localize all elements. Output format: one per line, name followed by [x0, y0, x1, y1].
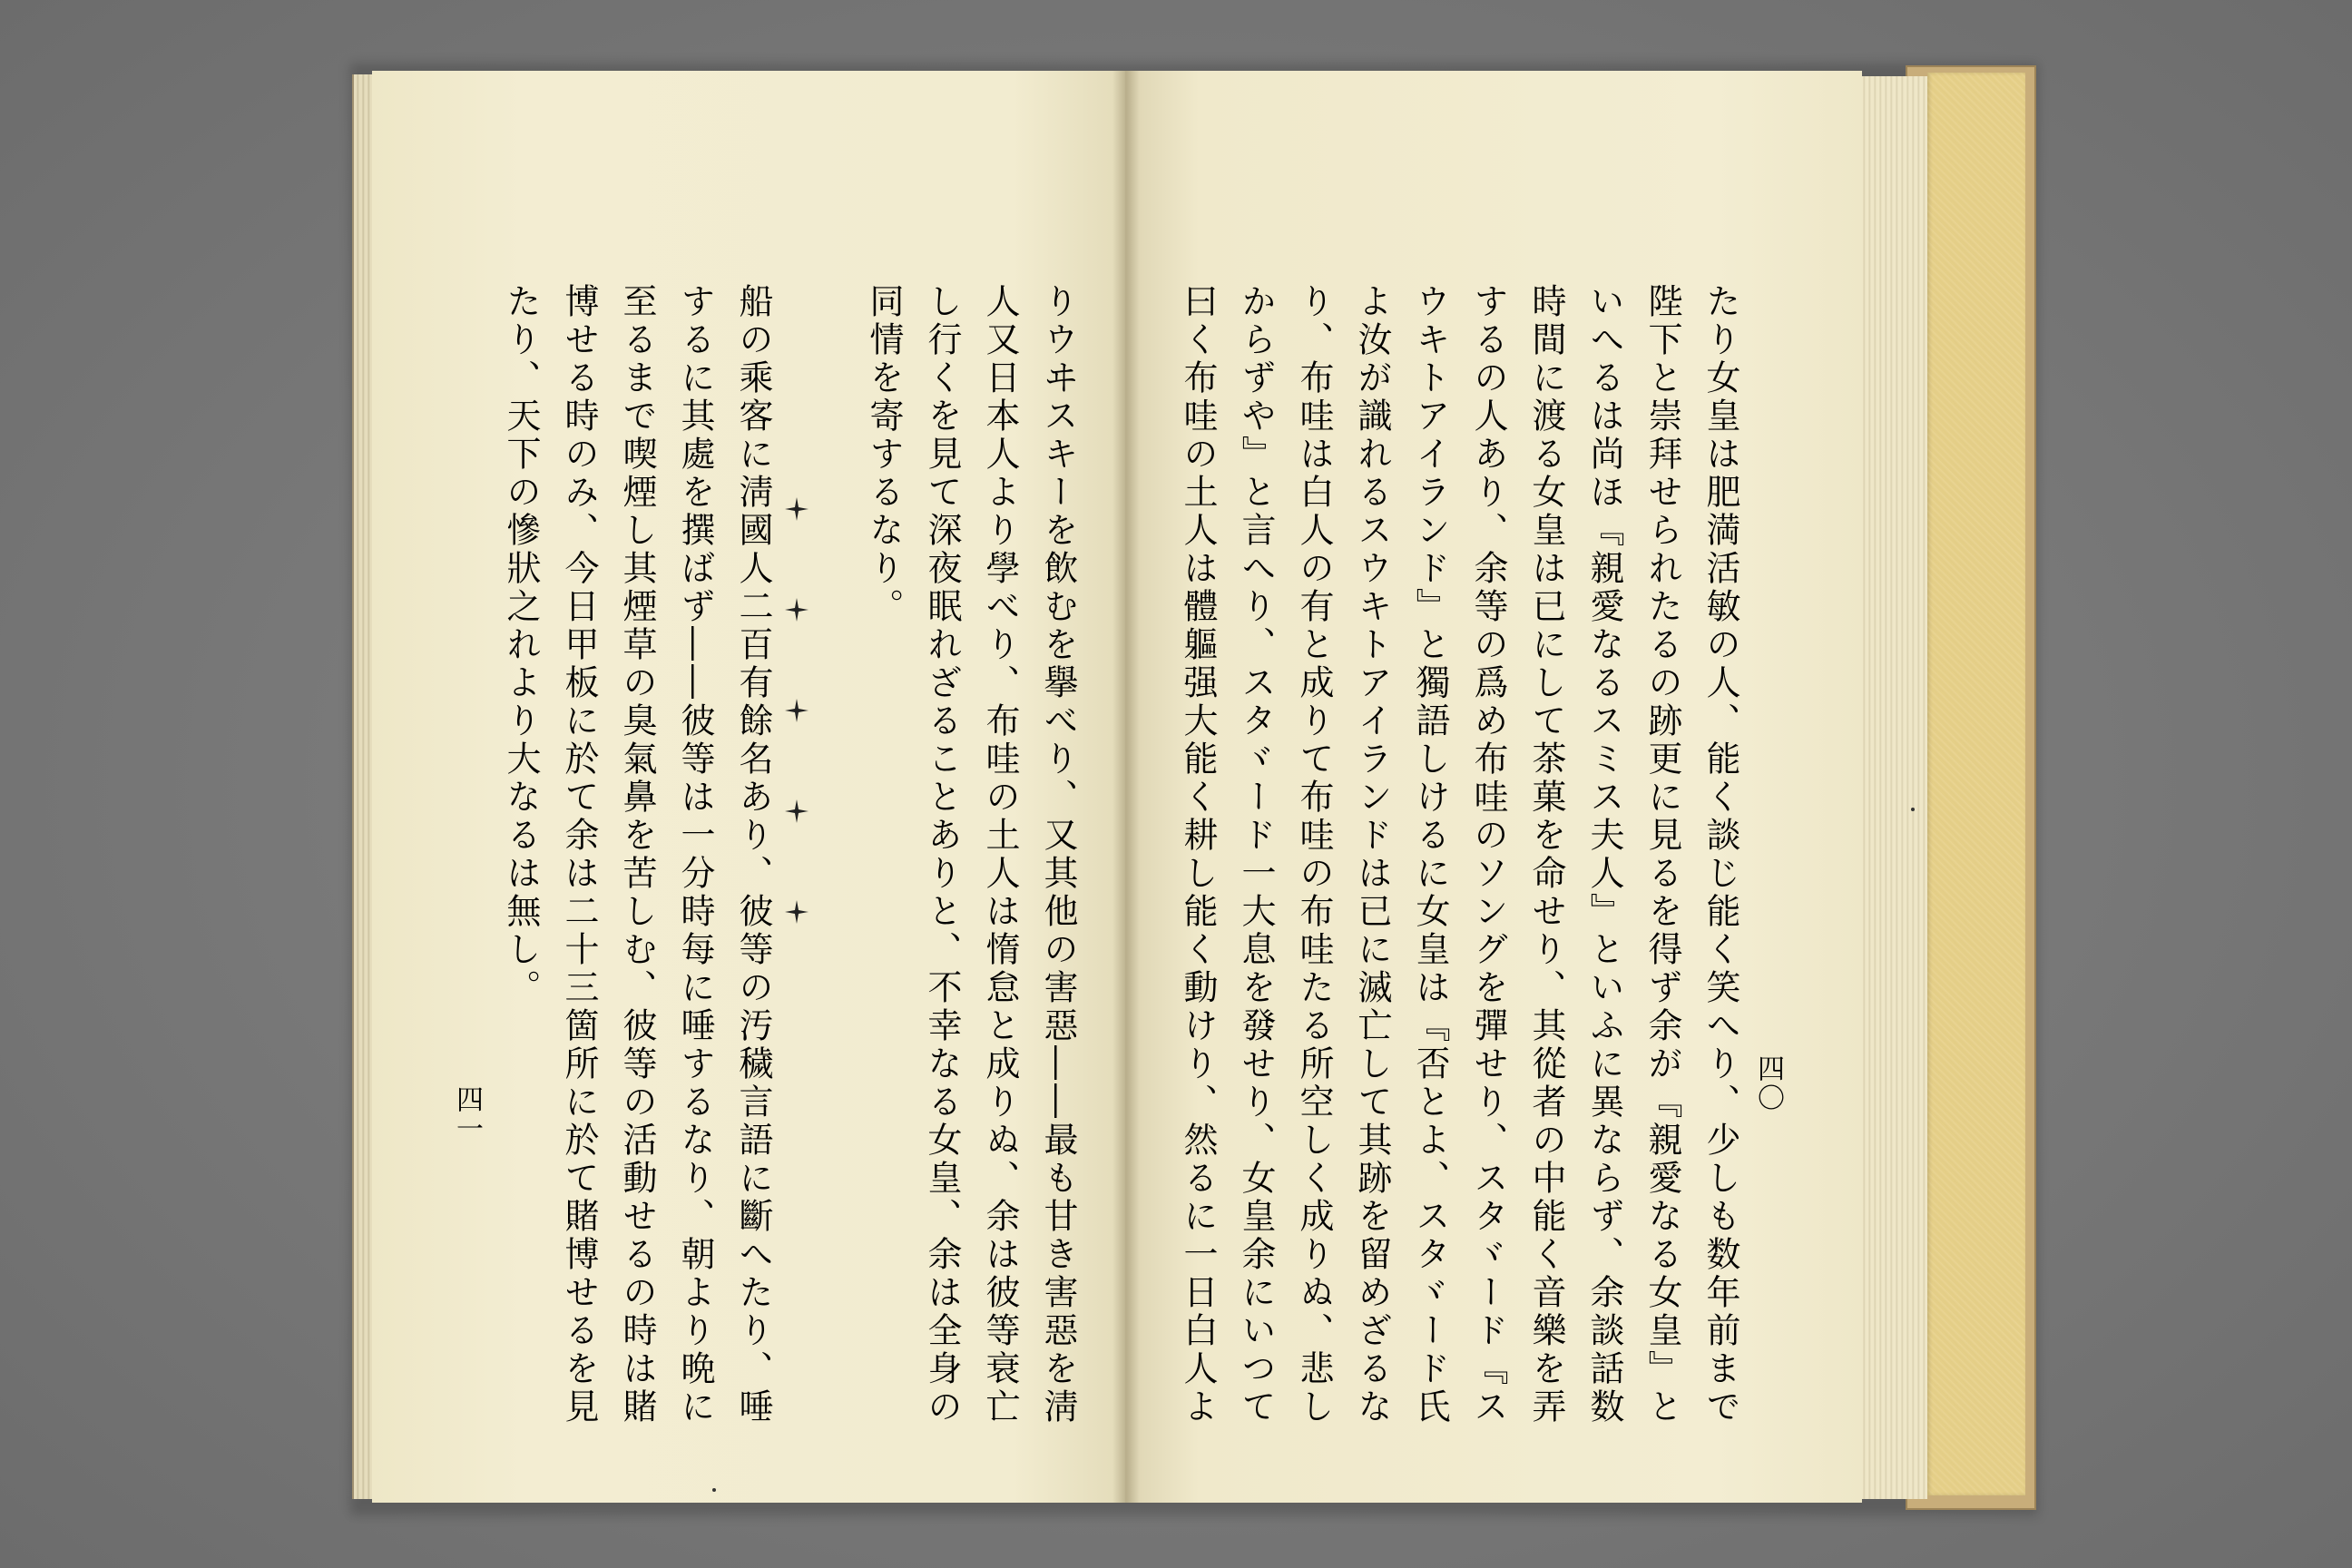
- left-page-column: 同情を寄するなり。: [864, 283, 904, 626]
- right-page-column: いへるは尚ほ『親愛なるスミス夫人』といふに異ならず、余談話数: [1584, 283, 1624, 1426]
- left-page-column: 至るまで喫煙し其煙草の臭氣鼻を苦しむ、彼等の活動せるの時は賭: [617, 283, 657, 1426]
- right-page-column: するの人あり、余等の爲め布哇のソングを彈せり、スタヾード『ス: [1468, 283, 1508, 1426]
- right-page-column: たり女皇は肥満活敏の人、能く談じ能く笑へり、少しも数年前まで: [1700, 283, 1740, 1426]
- left-page-number: 四一: [451, 1085, 483, 1143]
- left-page-column: りウヰスキーを飲むを擧べり、又其他の害惡――最も甘き害惡を淸: [1038, 283, 1078, 1426]
- left-page-column: 博せる時のみ、今日甲板に於て余は二十三箇所に於て賭博せるを見: [559, 283, 599, 1426]
- left-page-column: するに其處を撰ばず――彼等は一分時每に唾するなり、朝より晩に: [675, 283, 715, 1426]
- right-page-column: 時間に渡る女皇は已にして茶菓を命せり、其從者の中能く音樂を弄: [1526, 283, 1566, 1426]
- book-gutter: [1112, 71, 1140, 1503]
- left-page-column: たり、天下の慘狀之れより大なるは無し。: [501, 283, 541, 1007]
- print-speck: [712, 1488, 716, 1492]
- right-page-column: 陛下と崇拜せられたるの跡更に見るを得ず余が『親愛なる女皇』と: [1642, 283, 1682, 1426]
- right-page-column: よ汝が識れるスウキトアイランドは已に滅亡して其跡を留めざるな: [1352, 283, 1392, 1426]
- right-page-number: 四〇: [1752, 1054, 1784, 1112]
- right-page-column: からずや』と言へり、スタヾード一大息を發せり、女皇余にいつて: [1236, 283, 1276, 1426]
- right-page-column: り、布哇は白人の有と成りて布哇の布哇たる所空しく成りぬ、悲し: [1294, 283, 1334, 1426]
- right-page-column: ウキトアイランド』と獨語しけるに女皇は『否とよ、スタヾード氏: [1410, 283, 1450, 1426]
- ornament-star-icon: [785, 598, 808, 622]
- print-speck: [1911, 808, 1915, 811]
- ornament-star-icon: [785, 699, 808, 722]
- left-page-column: し行くを見て深夜眠れざることありと、不幸なる女皇、余は全身の: [922, 283, 962, 1426]
- left-page-column: 人又日本人より學べり、布哇の土人は惰怠と成りぬ、余は彼等衰亡: [980, 283, 1020, 1426]
- section-ornaments: [779, 497, 815, 924]
- right-page-column: 曰く布哇の土人は體軀强大能く耕し能く動けり、然るに一日白人よ: [1178, 283, 1218, 1426]
- ornament-star-icon: [785, 900, 808, 924]
- book-cover-paper: [1927, 73, 2025, 1495]
- left-page-column: 船の乘客に淸國人二百有餘名あり、彼等の汚穢言語に斷へたり、唾: [733, 283, 773, 1426]
- right-page-stack: [1860, 76, 1927, 1499]
- ornament-star-icon: [785, 799, 808, 823]
- ornament-star-icon: [785, 497, 808, 521]
